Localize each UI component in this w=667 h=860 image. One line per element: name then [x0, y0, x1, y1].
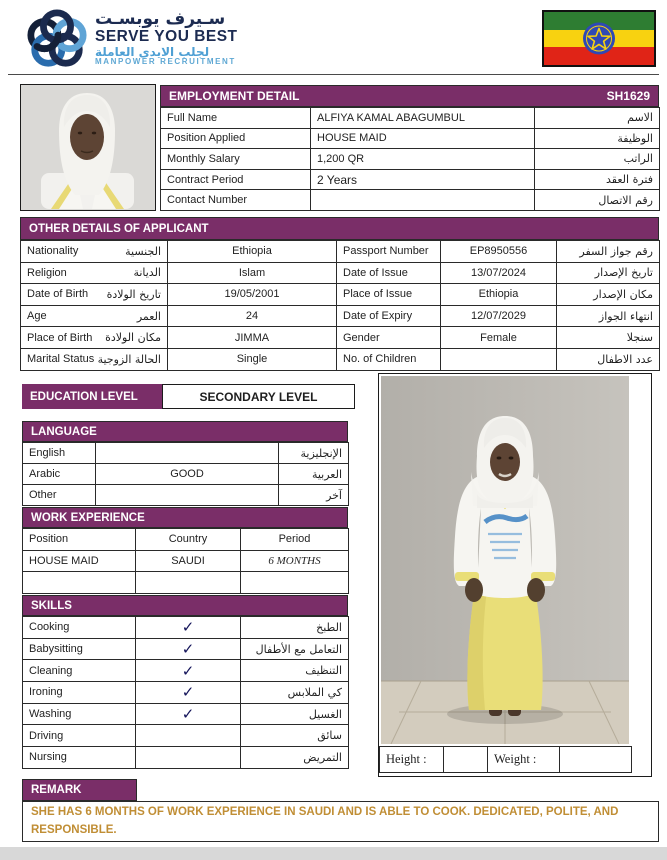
table-row: [21, 348, 660, 370]
field-label-arabic: تاريخ الولادة: [106, 287, 161, 301]
table-row: [21, 305, 660, 327]
checkmark-icon: ✓: [136, 703, 241, 725]
field-value: 1,200 QR: [311, 149, 535, 170]
field-label: Monthly Salary: [161, 149, 311, 170]
table-row: [23, 572, 349, 594]
language-level: [96, 485, 279, 506]
language-level: GOOD: [96, 464, 279, 485]
experience-country: SAUDI: [136, 550, 241, 572]
table-row: [380, 747, 632, 773]
checkmark-icon: ✓: [136, 638, 241, 660]
height-label: Height :: [380, 747, 444, 773]
field-value: 12/07/2029: [441, 305, 557, 327]
language-name: Arabic: [23, 464, 96, 485]
table-row: [23, 660, 349, 682]
field-label: Contact Number: [161, 190, 311, 211]
remark-header: REMARK: [22, 779, 137, 801]
field-label-arabic: تاريخ الإصدار: [557, 262, 660, 284]
document-header: [0, 0, 667, 74]
work-experience-section: [22, 507, 348, 594]
table-row: [21, 284, 660, 306]
table-row: [21, 327, 660, 349]
field-label: Place of Issue: [337, 284, 441, 306]
language-header: LANGUAGE: [22, 421, 348, 442]
field-value: Female: [441, 327, 557, 349]
field-value: ALFIYA KAMAL ABAGUMBUL: [311, 108, 535, 129]
field-label: Gender: [337, 327, 441, 349]
language-name: Other: [23, 485, 96, 506]
logo-arabic-subtitle: لجلب الايدي العاملة: [95, 44, 210, 59]
education-level-label: EDUCATION LEVEL: [22, 384, 162, 409]
table-row: [23, 638, 349, 660]
table-row: [23, 550, 349, 572]
field-label-arabic: الديانة: [133, 266, 161, 280]
skills-table: [22, 616, 349, 769]
field-value: 24: [168, 305, 337, 327]
field-value: Single: [168, 348, 337, 370]
table-row: [161, 128, 660, 149]
field-value: [311, 190, 535, 211]
logo-english-subtitle: MANPOWER RECRUITMENT: [95, 57, 236, 67]
applicant-portrait-photo: [20, 84, 156, 211]
skill-name: Cooking: [23, 617, 136, 639]
field-label-arabic: الراتب: [535, 149, 660, 170]
other-details-section: [20, 217, 659, 371]
table-row: [23, 464, 349, 485]
field-value: 2 Years: [311, 169, 535, 190]
field-label: Contract Period: [161, 169, 311, 190]
weight-value: [560, 747, 632, 773]
table-header-row: [23, 529, 349, 551]
field-label: Date of Birth: [27, 288, 89, 301]
field-label: Religion: [27, 266, 67, 279]
field-label: Marital Status: [27, 353, 95, 366]
work-experience-table: [22, 528, 349, 594]
experience-position: [23, 572, 136, 594]
employment-table: [160, 107, 660, 211]
field-label-arabic: سنجلا: [557, 327, 660, 349]
field-label: Age: [27, 310, 47, 323]
other-details-title: OTHER DETAILS OF APPLICANT: [29, 222, 209, 235]
field-value: EP8950556: [441, 241, 557, 263]
experience-country: [136, 572, 241, 594]
field-label: No. of Children: [337, 348, 441, 370]
agency-logo: [26, 8, 238, 70]
field-value: [441, 348, 557, 370]
column-header: Position: [23, 529, 136, 551]
table-row: [23, 485, 349, 506]
field-label: Place of Birth: [27, 331, 93, 344]
field-label-arabic: رقم الاتصال: [535, 190, 660, 211]
height-value: [444, 747, 488, 773]
field-label-arabic: مكان الإصدار: [557, 284, 660, 306]
skills-section: [22, 595, 348, 769]
remark-text: SHE HAS 6 MONTHS OF WORK EXPERIENCE IN SAUDI AND IS ABLE TO COOK. DEDICATED, POLITE, AND RESPONSIBLE.: [22, 801, 659, 842]
language-name: English: [23, 443, 96, 464]
skills-header: SKILLS: [22, 595, 348, 616]
field-label: Nationality: [27, 245, 79, 258]
checkmark-icon: [136, 725, 241, 747]
field-value: 19/05/2001: [168, 284, 337, 306]
table-row: [21, 241, 660, 263]
header-divider: [8, 74, 659, 75]
skill-name-arabic: كي الملابس: [241, 682, 349, 704]
skill-name: Babysitting: [23, 638, 136, 660]
skill-name: Nursing: [23, 747, 136, 769]
language-name-arabic: العربية: [279, 464, 349, 485]
weight-label: Weight :: [488, 747, 560, 773]
field-value: 13/07/2024: [441, 262, 557, 284]
applicant-fullbody-photo: [381, 376, 629, 744]
field-label-arabic: العمر: [136, 309, 161, 323]
table-row: [23, 747, 349, 769]
language-level: [96, 443, 279, 464]
field-label-arabic: الوظيفة: [535, 128, 660, 149]
field-label: Position Applied: [161, 128, 311, 149]
column-header: Period: [241, 529, 349, 551]
skill-name-arabic: التمريض: [241, 747, 349, 769]
skill-name: Cleaning: [23, 660, 136, 682]
field-value: Islam: [168, 262, 337, 284]
other-details-table: [20, 240, 660, 371]
skill-name: Driving: [23, 725, 136, 747]
table-row: [23, 682, 349, 704]
checkmark-icon: ✓: [136, 660, 241, 682]
skill-name-arabic: الغسيل: [241, 703, 349, 725]
experience-period: [241, 572, 349, 594]
logo-text-block: [95, 11, 238, 66]
knot-logo-icon: [26, 8, 88, 70]
language-name-arabic: آخر: [279, 485, 349, 506]
field-label-arabic: مكان الولادة: [105, 331, 161, 345]
page-bottom-edge: [0, 847, 667, 860]
experience-position: HOUSE MAID: [23, 550, 136, 572]
table-row: [161, 169, 660, 190]
checkmark-icon: ✓: [136, 682, 241, 704]
table-row: [23, 703, 349, 725]
education-level-value: SECONDARY LEVEL: [162, 384, 355, 409]
column-header: Country: [136, 529, 241, 551]
field-value: Ethiopia: [441, 284, 557, 306]
table-row: [21, 262, 660, 284]
applicant-fullbody-panel: [378, 373, 652, 777]
field-label-arabic: عدد الاطفال: [557, 348, 660, 370]
field-value: HOUSE MAID: [311, 128, 535, 149]
field-label-arabic: رقم جواز السفر: [557, 241, 660, 263]
table-row: [23, 725, 349, 747]
field-label-arabic: الاسم: [535, 108, 660, 129]
table-row: [23, 443, 349, 464]
skill-name-arabic: الطبخ: [241, 617, 349, 639]
field-label: Date of Expiry: [337, 305, 441, 327]
field-value: JIMMA: [168, 327, 337, 349]
table-row: [161, 190, 660, 211]
field-label-arabic: الحالة الزوجية: [97, 352, 161, 366]
height-weight-table: [379, 746, 632, 773]
logo-arabic-title: سـيرف يوبسـت: [95, 9, 226, 30]
table-row: [161, 108, 660, 129]
table-row: [161, 149, 660, 170]
field-label-arabic: الجنسية: [125, 244, 161, 258]
field-value: Ethiopia: [168, 241, 337, 263]
skill-name: Ironing: [23, 682, 136, 704]
employment-detail-section: [160, 85, 659, 211]
reference-code: SH1629: [606, 89, 650, 103]
field-label: Date of Issue: [337, 262, 441, 284]
work-experience-header: WORK EXPERIENCE: [22, 507, 348, 528]
skill-name-arabic: التنظيف: [241, 660, 349, 682]
employment-title: EMPLOYMENT DETAIL: [169, 89, 300, 103]
checkmark-icon: [136, 747, 241, 769]
language-name-arabic: الإنجليزية: [279, 443, 349, 464]
field-label: Passport Number: [337, 241, 441, 263]
field-label-arabic: انتهاء الجواز: [557, 305, 660, 327]
language-table: [22, 442, 349, 506]
field-label: Full Name: [161, 108, 311, 129]
logo-english-title: SERVE YOU BEST: [95, 28, 238, 46]
education-level-row: [22, 384, 355, 409]
other-details-header: [20, 217, 659, 240]
employment-detail-header: [160, 85, 659, 107]
ethiopia-flag: [542, 10, 656, 67]
skill-name-arabic: سائق: [241, 725, 349, 747]
language-section: [22, 421, 348, 506]
experience-period: 6 MONTHS: [241, 550, 349, 572]
field-label-arabic: فترة العقد: [535, 169, 660, 190]
skill-name-arabic: التعامل مع الأطفال: [241, 638, 349, 660]
table-row: [23, 617, 349, 639]
checkmark-icon: ✓: [136, 617, 241, 639]
skill-name: Washing: [23, 703, 136, 725]
